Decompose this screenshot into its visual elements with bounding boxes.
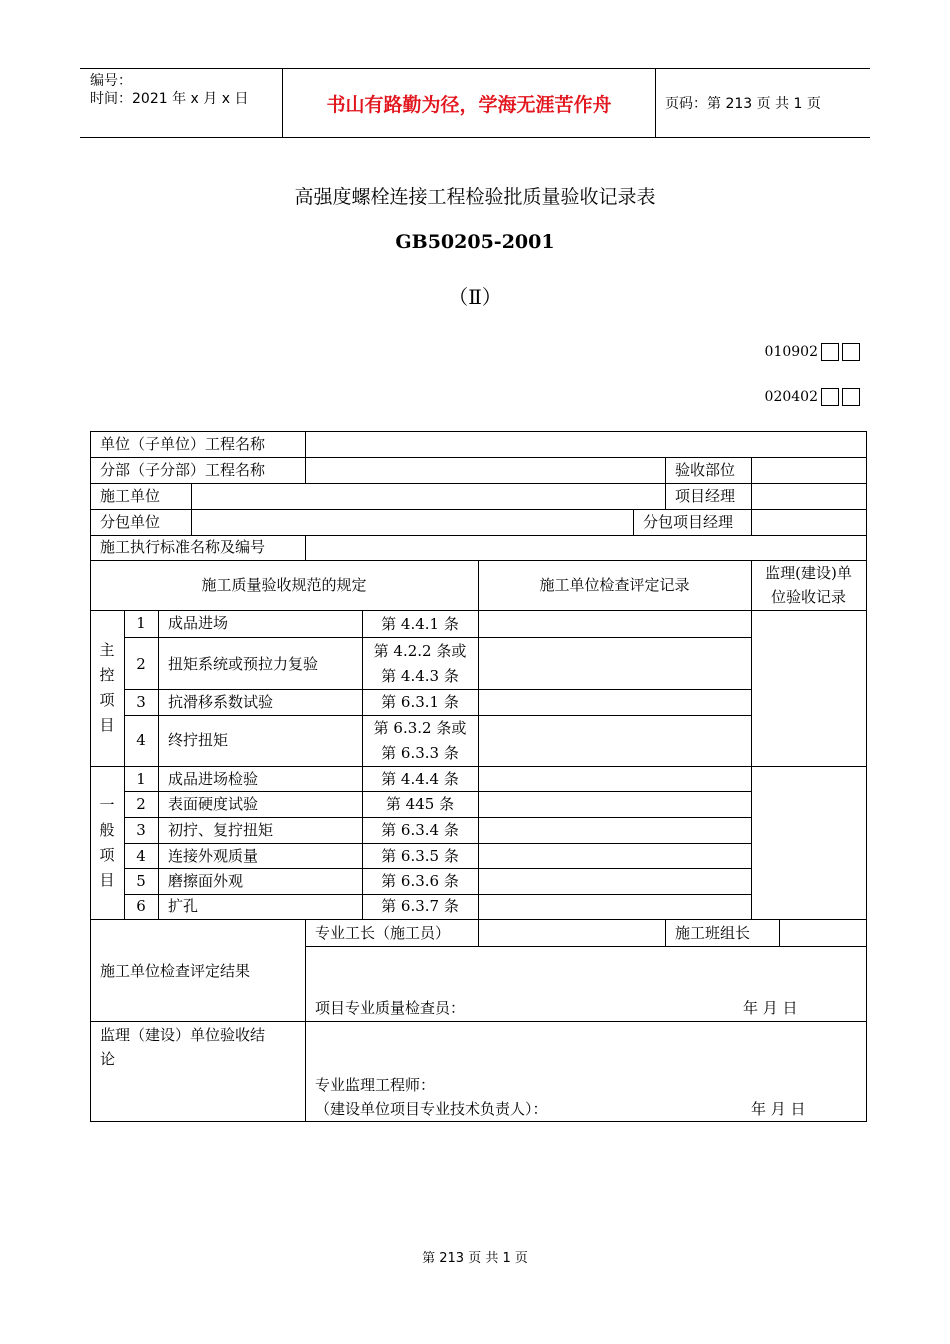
label-owner-tech-lead: （建设单位项目专业技术负责人）： — [315, 1100, 548, 1118]
form-code-1 — [765, 343, 860, 361]
date-line-supervisor: 年 月 日 — [751, 1100, 806, 1118]
label-quality-inspector: 项目专业质量检查员： — [315, 999, 466, 1017]
header-page-cell — [655, 69, 870, 137]
main-item-no: 4 — [136, 731, 146, 749]
standard-code: GB50205-2001 — [395, 231, 555, 253]
main-group-char: 项 — [99, 691, 115, 709]
document-header — [80, 68, 870, 138]
general-item-no: 4 — [136, 847, 146, 865]
page-label: 页码：第 213 页 共 1 页 — [665, 96, 821, 112]
code-box — [821, 343, 839, 361]
main-group-char: 控 — [99, 666, 115, 684]
main-group-char: 主 — [99, 641, 115, 659]
code-box — [842, 343, 860, 361]
label-construction-unit: 施工单位 — [100, 487, 161, 505]
label-foreman: 专业工长（施工员） — [315, 924, 451, 942]
general-item-no: 1 — [136, 770, 146, 788]
main-item-clause: 第 6.3.1 条 — [381, 693, 459, 711]
main-item-no: 2 — [136, 655, 146, 673]
general-group-char: 目 — [99, 871, 115, 889]
general-item-name: 初拧、复拧扭矩 — [168, 821, 274, 839]
label-construction-result: 施工单位检查评定结果 — [100, 962, 251, 980]
main-item-name: 终拧扭矩 — [168, 731, 229, 749]
main-item-clause: 第 4.2.2 条或 — [373, 642, 467, 660]
supervision-header-line2: 位验收记录 — [770, 588, 846, 606]
main-item-clause: 第 4.4.1 条 — [381, 615, 459, 633]
page-title: 高强度螺栓连接工程检验批质量验收记录表 — [294, 186, 656, 208]
check-header: 施工单位检查评定记录 — [539, 576, 690, 594]
form-code-2 — [765, 388, 860, 406]
form-code-2-text: 020402 — [764, 389, 818, 405]
label-sub-project-manager: 分包项目经理 — [643, 513, 734, 531]
label-team-leader: 施工班组长 — [675, 924, 751, 942]
label-subcontract-unit: 分包单位 — [100, 513, 161, 531]
main-item-name: 扭矩系统或预拉力复验 — [168, 655, 319, 673]
number-label: 编号： — [90, 73, 132, 89]
general-item-clause: 第 6.3.5 条 — [381, 847, 459, 865]
main-item-name: 成品进场 — [168, 614, 229, 632]
general-item-name: 连接外观质量 — [168, 847, 259, 865]
page-footer: 第 213 页 共 1 页 — [422, 1251, 528, 1266]
general-item-clause: 第 6.3.7 条 — [381, 897, 459, 915]
general-item-name: 成品进场检验 — [168, 770, 259, 788]
general-item-clause: 第 445 条 — [385, 795, 455, 813]
general-item-clause: 第 4.4.4 条 — [381, 770, 459, 788]
general-item-no: 2 — [136, 795, 146, 813]
main-item-clause: 第 6.3.2 条或 — [373, 719, 467, 737]
label-standard-name: 施工执行标准名称及编号 — [100, 538, 266, 556]
general-item-clause: 第 6.3.6 条 — [381, 872, 459, 890]
label-supervision-conclusion-line2: 论 — [100, 1050, 116, 1068]
date-line-inspector: 年 月 日 — [743, 999, 798, 1017]
motto: 书山有路勤为径，学海无涯苦作舟 — [326, 93, 612, 116]
code-box — [842, 388, 860, 406]
header-meta — [80, 69, 282, 137]
label-project-manager: 项目经理 — [675, 487, 736, 505]
general-item-clause: 第 6.3.4 条 — [381, 821, 459, 839]
general-item-no: 5 — [136, 872, 146, 890]
supervision-header-line1: 监理(建设)单 — [765, 564, 852, 582]
main-item-no: 3 — [136, 693, 146, 711]
label-supervisor-engineer: 专业监理工程师： — [315, 1076, 436, 1094]
main-item-clause: 第 6.3.3 条 — [381, 744, 459, 762]
code-box — [821, 388, 839, 406]
form-code-1-text: 010902 — [764, 344, 818, 360]
spec-header: 施工质量验收规范的规定 — [201, 576, 367, 594]
main-item-clause: 第 4.4.3 条 — [381, 667, 459, 685]
main-group-char: 目 — [99, 716, 115, 734]
time-label: 时间：2021 年 x 月 x 日 — [90, 91, 249, 107]
header-motto-cell — [282, 69, 656, 137]
label-acceptance-part: 验收部位 — [675, 461, 736, 479]
general-item-no: 6 — [136, 897, 146, 915]
general-group-char: 一 — [99, 796, 115, 814]
part-number: （Ⅱ） — [448, 285, 502, 309]
label-unit-project-name: 单位（子单位）工程名称 — [100, 435, 266, 453]
general-item-name: 磨擦面外观 — [168, 872, 244, 890]
general-group-char: 项 — [99, 846, 115, 864]
main-item-no: 1 — [136, 614, 146, 632]
main-item-name: 抗滑移系数试验 — [168, 693, 274, 711]
general-item-name: 扩孔 — [168, 897, 199, 915]
general-item-name: 表面硬度试验 — [168, 795, 259, 813]
general-item-no: 3 — [136, 821, 146, 839]
label-sub-project-name: 分部（子分部）工程名称 — [100, 461, 266, 479]
general-group-char: 般 — [99, 821, 115, 839]
label-supervision-conclusion-line1: 监理（建设）单位验收结 — [100, 1026, 266, 1044]
